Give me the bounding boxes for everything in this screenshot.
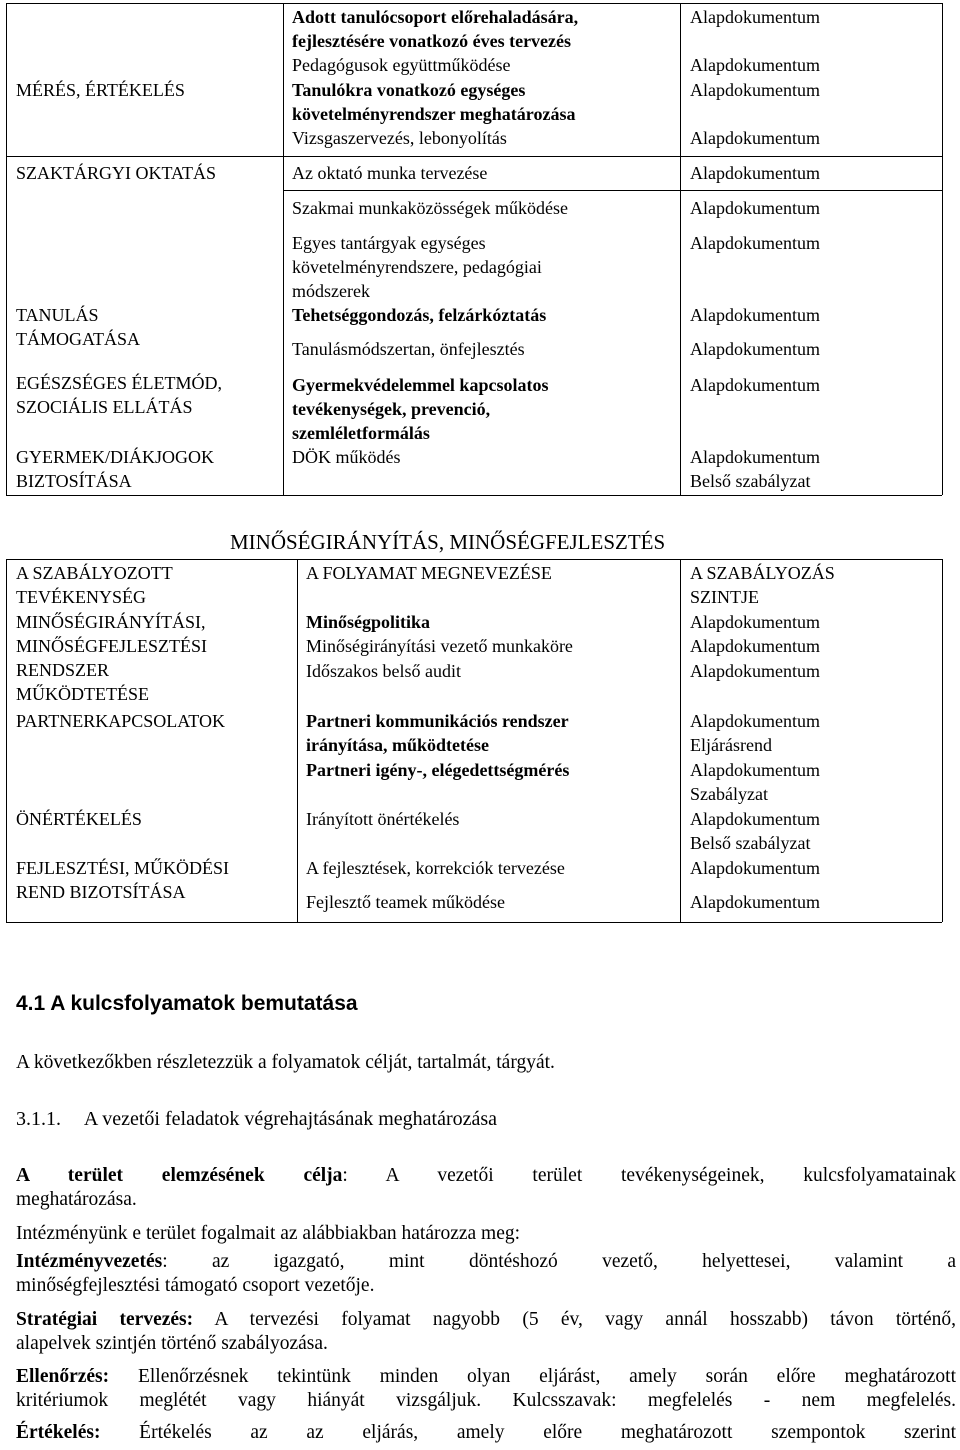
process-name: Tehetséggondozás, felzárkóztatás <box>292 305 547 325</box>
process-name: fejlesztésére vonatkozó éves tervezés <box>292 31 572 51</box>
regulation-level: Alapdokumentum <box>690 305 820 325</box>
term-label: Stratégiai tervezés: <box>16 1309 194 1330</box>
regulation-level: Alapdokumentum <box>690 809 820 829</box>
process-name: Gyermekvédelemmel kapcsolatos <box>292 375 549 395</box>
area-label: SZAKTÁRGYI OKTATÁS <box>16 163 217 183</box>
regulation-level: Alapdokumentum <box>690 858 820 878</box>
area-label: SZOCIÁLIS ELLÁTÁS <box>16 397 193 417</box>
regulation-level: Alapdokumentum <box>690 128 820 148</box>
regulation-level: Alapdokumentum <box>690 636 820 656</box>
regulation-level: Alapdokumentum <box>690 198 820 218</box>
process-name: szemléletformálás <box>292 423 430 443</box>
paragraph-text: Értékelés az az eljárás, amely előre meghatározott szempontok szerint <box>100 1422 956 1443</box>
heading-4-1: 4.1 A kulcsfolyamatok bemutatása <box>16 992 358 1015</box>
process-name: Minőségpolitika <box>306 612 431 632</box>
regulation-level: Alapdokumentum <box>690 55 820 75</box>
area-label: TANULÁS <box>16 305 99 325</box>
process-name: Időszakos belső audit <box>306 661 461 681</box>
paragraph-evaluation <box>16 1421 956 1445</box>
area-label: PARTNERKAPCSOLATOK <box>16 711 225 731</box>
regulation-level: Alapdokumentum <box>690 339 820 359</box>
process-name: Irányított önértékelés <box>306 809 460 829</box>
paragraph-text: meghatározása. <box>16 1189 137 1210</box>
process-name: követelményrendszere, pedagógiai <box>292 257 542 277</box>
paragraph-text: minőségfejlesztési támogató csoport vezetője. <box>16 1275 375 1296</box>
paragraph-management <box>16 1250 956 1298</box>
regulation-level: Alapdokumentum <box>690 612 820 632</box>
regulation-level: Alapdokumentum <box>690 163 820 183</box>
area-label: RENDSZER <box>16 660 110 680</box>
term-label: Értékelés: <box>16 1422 101 1443</box>
process-name: követelményrendszer meghatározása <box>292 104 576 124</box>
process-name: Az oktató munka tervezése <box>292 163 488 183</box>
paragraph-text: Intézményünk e terület fogalmait az alábbiakban határozza meg: <box>16 1223 521 1244</box>
process-name: Adott tanulócsoport előrehaladására, <box>292 7 579 27</box>
regulation-level: Belső szabályzat <box>690 833 811 853</box>
regulation-level: Alapdokumentum <box>690 892 820 912</box>
paragraph-text: Ellenőrzésnek tekintünk minden olyan eljárást, amely során előre meghatározott <box>109 1366 956 1387</box>
paragraph-text: A tervezési folyamat nagyobb (5 év, vagy annál hosszabb) távon történő, <box>193 1309 956 1330</box>
header-process: A FOLYAMAT MEGNEVEZÉSE <box>306 563 552 583</box>
term-label: A terület elemzésének célja <box>16 1165 343 1186</box>
process-name: Partneri igény-, elégedettségmérés <box>306 760 570 780</box>
header-level: A SZABÁLYOZÁS <box>690 563 835 583</box>
header-activity: A SZABÁLYOZOTT <box>16 563 173 583</box>
regulation-level: Alapdokumentum <box>690 375 820 395</box>
process-name: A fejlesztések, korrekciók tervezése <box>306 858 565 878</box>
area-label: TÁMOGATÁSA <box>16 329 141 349</box>
process-name: Partneri kommunikációs rendszer <box>306 711 569 731</box>
regulation-level: Szabályzat <box>690 784 768 804</box>
area-label: REND BIZOTSÍTÁSA <box>16 882 186 902</box>
paragraph-control <box>16 1365 956 1413</box>
process-name: módszerek <box>292 281 370 301</box>
area-label: ÖNÉRTÉKELÉS <box>16 809 142 829</box>
heading-3-1-1 <box>16 1107 497 1132</box>
paragraph-goal <box>16 1164 956 1212</box>
process-name: DÖK működés <box>292 447 401 467</box>
regulation-level: Alapdokumentum <box>690 7 820 27</box>
area-label: MINŐSÉGFEJLESZTÉSI <box>16 636 208 656</box>
paragraph-text: : az igazgató, mint döntéshozó vezető, helyettesei, valamint a <box>162 1251 956 1272</box>
process-name: Minőségirányítási vezető munkaköre <box>306 636 573 656</box>
regulation-level: Alapdokumentum <box>690 233 820 253</box>
header-activity: TEVÉKENYSÉG <box>16 587 146 607</box>
regulation-level: Alapdokumentum <box>690 80 820 100</box>
regulation-level: Alapdokumentum <box>690 711 820 731</box>
section-title: MINŐSÉGIRÁNYÍTÁS, MINŐSÉGFEJLESZTÉS <box>230 530 666 554</box>
regulation-level: Alapdokumentum <box>690 447 820 467</box>
paragraph-text: alapelvek szintjén történő szabályozása. <box>16 1333 328 1354</box>
intro-paragraph: A következőkben részletezzük a folyamatok célját, tartalmát, tárgyát. <box>16 1052 555 1073</box>
paragraph-strategic-planning <box>16 1308 956 1356</box>
area-label: MÉRÉS, ÉRTÉKELÉS <box>16 80 185 100</box>
process-name: Tanulásmódszertan, önfejlesztés <box>292 339 525 359</box>
process-name: Szakmai munkaközösségek működése <box>292 198 568 218</box>
area-label: FEJLESZTÉSI, MŰKÖDÉSI <box>16 858 230 878</box>
term-label: Ellenőrzés: <box>16 1366 110 1387</box>
paragraph-definitions-intro <box>16 1222 956 1246</box>
heading-title: A vezetői feladatok végrehajtásának meghatározása <box>83 1108 498 1130</box>
process-name: Fejlesztő teamek működése <box>306 892 505 912</box>
regulation-level: Belső szabályzat <box>690 471 811 491</box>
area-label: GYERMEK/DIÁKJOGOK <box>16 447 214 467</box>
header-level: SZINTJE <box>690 587 759 607</box>
process-name: Pedagógusok együttműködése <box>292 55 511 75</box>
regulation-level: Alapdokumentum <box>690 661 820 681</box>
term-label: Intézményvezetés <box>16 1251 163 1272</box>
process-name: irányítása, működtetése <box>306 735 489 755</box>
paragraph-text: : A vezetői terület tevékenységeinek, kulcsfolyamatainak <box>342 1165 956 1186</box>
process-name: Vizsgaszervezés, lebonyolítás <box>292 128 507 148</box>
area-label: MŰKÖDTETÉSE <box>16 684 149 704</box>
process-name: tevékenységek, prevenció, <box>292 399 491 419</box>
process-name: Tanulókra vonatkozó egységes <box>292 80 526 100</box>
regulation-level: Eljárásrend <box>690 735 772 755</box>
process-name: Egyes tantárgyak egységes <box>292 233 486 253</box>
area-label: MINŐSÉGIRÁNYÍTÁSI, <box>16 612 206 632</box>
area-label: BIZTOSÍTÁSA <box>16 471 132 491</box>
regulation-level: Alapdokumentum <box>690 760 820 780</box>
heading-number: 3.1.1. <box>16 1108 61 1130</box>
paragraph-text: kritériumok meglétét vagy hiányát vizsgáljuk. Kulcsszavak: megfelelés - nem megfelelés. <box>16 1390 956 1411</box>
area-label: EGÉSZSÉGES ÉLETMÓD, <box>16 373 222 393</box>
